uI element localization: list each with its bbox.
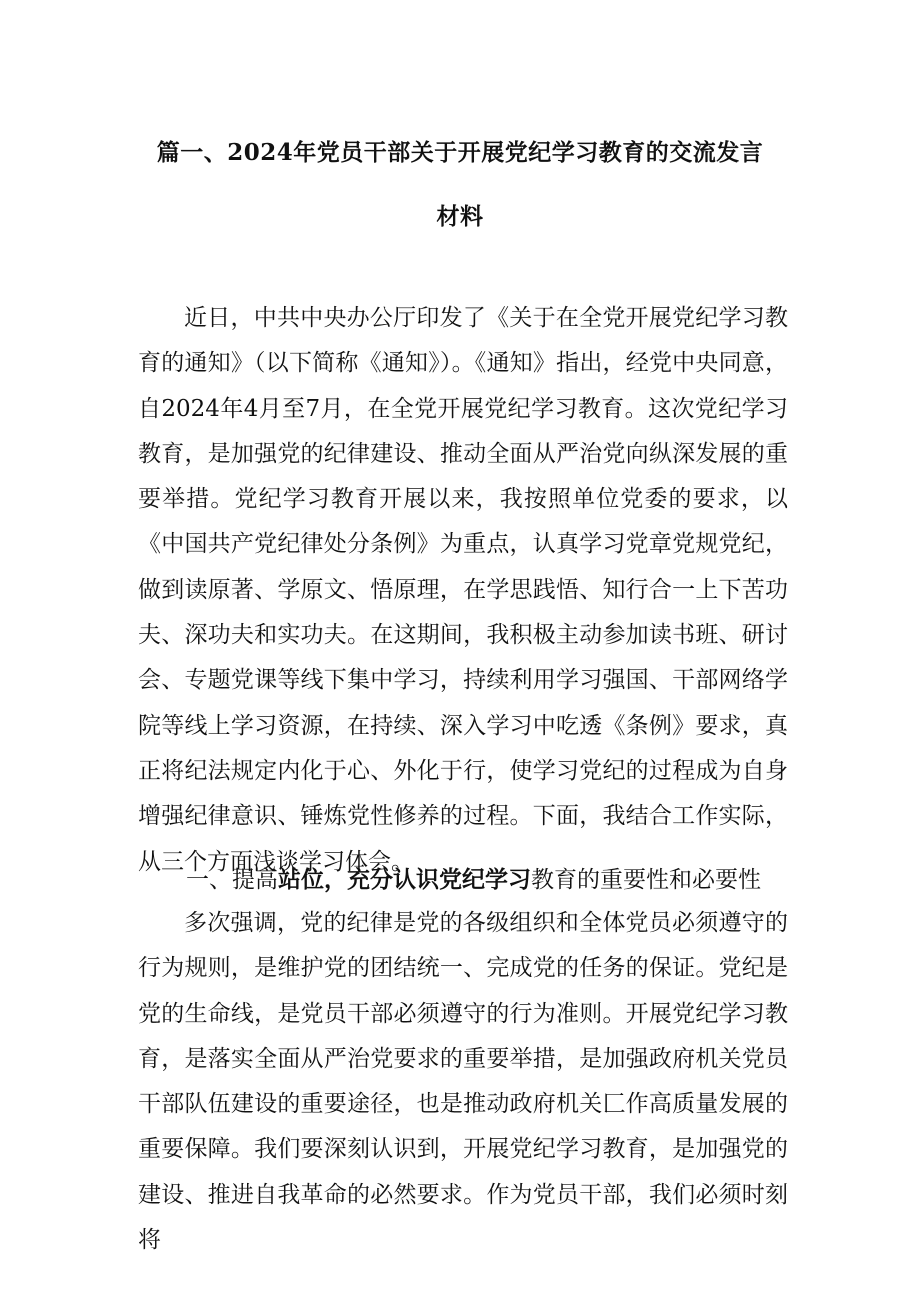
heading-part2-bold: 站位，充分认识党纪学习 bbox=[278, 866, 531, 893]
document-title-line2: 材料 bbox=[436, 203, 484, 230]
paragraph-section1: 多次强调，党的纪律是党的各级组织和全体党员必须遵守的行为规则，是维护党的团结统一、完成党的任务的保证。党纪是党的生命线，是党员干部必须遵守的行为准则。开展党纪学习教育，是落实全面从严治党要求的重要举措，是加强政府机关党员干部队伍建设的重要途径，也是推动政府机关匚作高质量发展的重要保障。我们要深刻认识到，开展党纪学习教育，是加强党的建设、推进自我革命的必然要求。作为党员干部，我们必须时刻将 bbox=[138, 910, 788, 1254]
section-heading-1 bbox=[186, 857, 761, 903]
heading-part3: 教育的重要性和必要性 bbox=[531, 867, 761, 893]
paragraph-intro: 近日，中共中央办公厅印发了《关于在全党开展党纪学习教育的通知》（以下简称《通知》）。《通知》指出，经党中央同意，自2024年4月至7月，在全党开展党纪学习教育。这次党纪学习教育，是加强党的纪律建设、推动全面从严治党向纵深发展的重要举措。党纪学习教育开展以来，我按照单位党委的要求，以《中国共产党纪律处分条例》为重点，认真学习党章党规党纪，做到读原著、学原文、悟原理，在学思践悟、知行合一上下苦功夫、深功夫和实功夫。在这期间，我积极主动参加读书班、研讨会、专题党课等线下集中学习，持续利用学习强国、干部网络学院等线上学习资源，在持续、深入学习中吃透《条例》要求，真正将纪法规定内化于心、外化于行，使学习党纪的过程成为自身增强纪律意识、锤炼党性修养的过程。下面，我结合工作实际，从三个方面浅谈学习体会。 bbox=[138, 305, 788, 875]
document-title-line1: 篇一、2024年党员干部关于开展党纪学习教育的交流发言 bbox=[156, 139, 764, 166]
heading-part1: 一、提高 bbox=[186, 867, 278, 893]
